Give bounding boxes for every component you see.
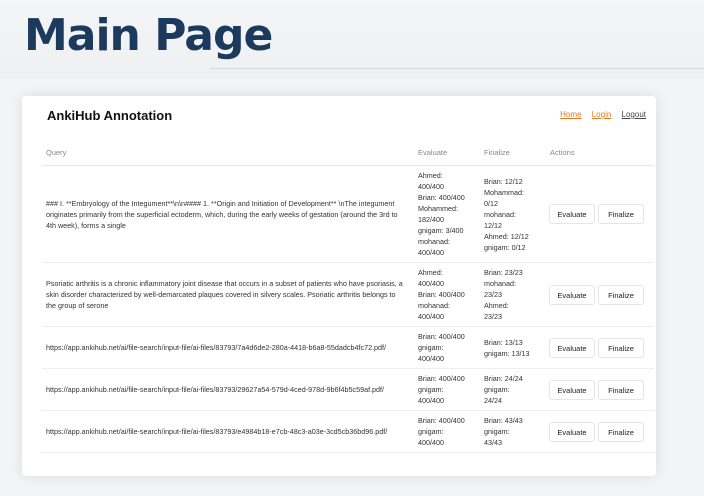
query-cell: https://app.ankihub.net/ai/file-search/input-file/ai-files/83793/7a4d6de2-280a-4418-b6a8-55dadcb4fc72.pdf/ xyxy=(42,327,414,369)
annotation-table xyxy=(42,144,654,453)
evaluate-score-line: Brian: 400/400 xyxy=(418,374,465,383)
table-row xyxy=(42,369,654,411)
evaluate-score-line: Brian: 400/400 xyxy=(418,290,465,299)
finalize-scores-cell xyxy=(480,166,546,263)
query-cell: ### I. **Embryology of the Integument**\n\n#### 1. **Origin and Initiation of Development** \nThe integument originates primarily from the superficial ectoderm, which, during the early weeks of gestation (around the 3rd to 4th week), forms a single xyxy=(42,166,414,263)
finalize-score-line: mohanad: xyxy=(484,209,516,219)
header-divider xyxy=(210,68,704,69)
page-title: Main Page xyxy=(24,10,273,61)
evaluate-score-line: 400/400 xyxy=(418,396,444,405)
evaluate-scores-cell xyxy=(414,166,480,263)
evaluate-score-line: 400/400 xyxy=(418,354,444,363)
actions-cell xyxy=(546,411,654,453)
finalize-button[interactable]: Finalize xyxy=(598,422,644,442)
column-header-actions: Actions xyxy=(546,144,654,166)
table-row xyxy=(42,411,654,453)
finalize-score-line: 23/23 xyxy=(484,312,502,321)
finalize-score-line: Brian: 43/43 xyxy=(484,416,523,425)
query-cell: https://app.ankihub.net/ai/file-search/input-file/ai-files/83793/29627a54-579d-4ced-978d-9b6f4b5c59af.pdf/ xyxy=(42,369,414,411)
finalize-score-line: 23/23 xyxy=(484,290,502,299)
column-header-evaluate: Evaluate xyxy=(414,144,480,166)
evaluate-score-line: Mohammed: xyxy=(418,204,458,213)
evaluate-score-line: gnigam: xyxy=(418,385,444,394)
app-brand: AnkiHub Annotation xyxy=(47,108,173,123)
finalize-score-line: Mohammad: xyxy=(484,187,524,197)
evaluate-scores-cell xyxy=(414,263,480,327)
nav-home-link[interactable]: Home xyxy=(560,110,582,119)
finalize-scores-cell xyxy=(480,411,546,453)
evaluate-score-line: 400/400 xyxy=(418,438,444,447)
evaluate-score-line: Brian: 400/400 xyxy=(418,332,465,341)
finalize-score-line: mohanad: xyxy=(484,279,516,288)
evaluate-score-line: Brian: 400/400 xyxy=(418,416,465,425)
evaluate-score-line: mohanad: xyxy=(418,237,450,246)
nav-logout-link[interactable]: Logout xyxy=(621,110,646,119)
query-cell: https://app.ankihub.net/ai/file-search/input-file/ai-files/83793/e4984b18-e7cb-48c3-a03e-3cd5cb36bd96.pdf/ xyxy=(42,411,414,453)
finalize-score-line: gnigam: xyxy=(484,385,510,394)
finalize-scores-cell xyxy=(480,369,546,411)
table-row xyxy=(42,263,654,327)
finalize-score-line: Brian: 24/24 xyxy=(484,374,523,383)
evaluate-score-line: gnigam: xyxy=(418,427,444,436)
table-header-row xyxy=(42,144,654,166)
top-nav xyxy=(552,110,646,119)
evaluate-button[interactable]: Evaluate xyxy=(549,422,595,442)
evaluate-score-line: 400/400 xyxy=(418,279,444,288)
finalize-score-line: Ahmed: 12/12 xyxy=(484,231,529,241)
evaluate-score-line: 400/400 xyxy=(418,312,444,321)
actions-cell xyxy=(546,327,654,369)
finalize-button[interactable]: Finalize xyxy=(598,338,644,358)
evaluate-button[interactable]: Evaluate xyxy=(549,285,595,305)
finalize-button[interactable]: Finalize xyxy=(598,380,644,400)
finalize-score-line: 43/43 xyxy=(484,438,502,447)
evaluate-score-line: 400/400 xyxy=(418,182,444,191)
query-cell: Psoriatic arthritis is a chronic inflammatory joint disease that occurs in a subset of patients who have psoriasis, a skin disorder characterized by well-demarcated plaques covered in silvery scales. Psoriatic arthritis belongs to the group of serone xyxy=(42,263,414,327)
finalize-scores-cell xyxy=(480,327,546,369)
annotation-card xyxy=(22,96,656,476)
table-row xyxy=(42,166,654,263)
evaluate-score-line: Ahmed: xyxy=(418,268,443,277)
finalize-score-line: 24/24 xyxy=(484,396,502,405)
evaluate-score-line: gnigam: 3/400 xyxy=(418,226,464,235)
evaluate-button[interactable]: Evaluate xyxy=(549,380,595,400)
evaluate-score-line: mohanad: xyxy=(418,301,450,310)
finalize-score-line: 0/12 xyxy=(484,198,498,208)
evaluate-button[interactable]: Evaluate xyxy=(549,204,595,224)
column-header-query: Query xyxy=(42,144,414,166)
table-row xyxy=(42,327,654,369)
actions-cell xyxy=(546,263,654,327)
finalize-score-line: 12/12 xyxy=(484,220,502,230)
finalize-score-line: gnigam: 0/12 xyxy=(484,242,526,252)
evaluate-score-line: Brian: 400/400 xyxy=(418,193,465,202)
finalize-score-line: Brian: 23/23 xyxy=(484,268,523,277)
actions-cell xyxy=(546,166,654,263)
finalize-button[interactable]: Finalize xyxy=(598,285,644,305)
evaluate-score-line: gnigam: xyxy=(418,343,444,352)
evaluate-scores-cell xyxy=(414,411,480,453)
actions-cell xyxy=(546,369,654,411)
finalize-score-line: gnigam: 13/13 xyxy=(484,348,530,358)
evaluate-scores-cell xyxy=(414,327,480,369)
finalize-score-line: Ahmed: xyxy=(484,301,509,310)
evaluate-scores-cell xyxy=(414,369,480,411)
card-header xyxy=(22,96,656,136)
finalize-score-line: Brian: 12/12 xyxy=(484,176,523,186)
finalize-score-line: Brian: 13/13 xyxy=(484,337,523,347)
evaluate-score-line: 400/400 xyxy=(418,248,444,257)
column-header-finalize: Finalize xyxy=(480,144,546,166)
table-body xyxy=(42,166,654,453)
finalize-button[interactable]: Finalize xyxy=(598,204,644,224)
evaluate-button[interactable]: Evaluate xyxy=(549,338,595,358)
finalize-score-line: gnigam: xyxy=(484,427,510,436)
nav-login-link[interactable]: Login xyxy=(591,110,612,119)
finalize-scores-cell xyxy=(480,263,546,327)
evaluate-score-line: 182/400 xyxy=(418,215,444,224)
evaluate-score-line: Ahmed: xyxy=(418,171,443,180)
